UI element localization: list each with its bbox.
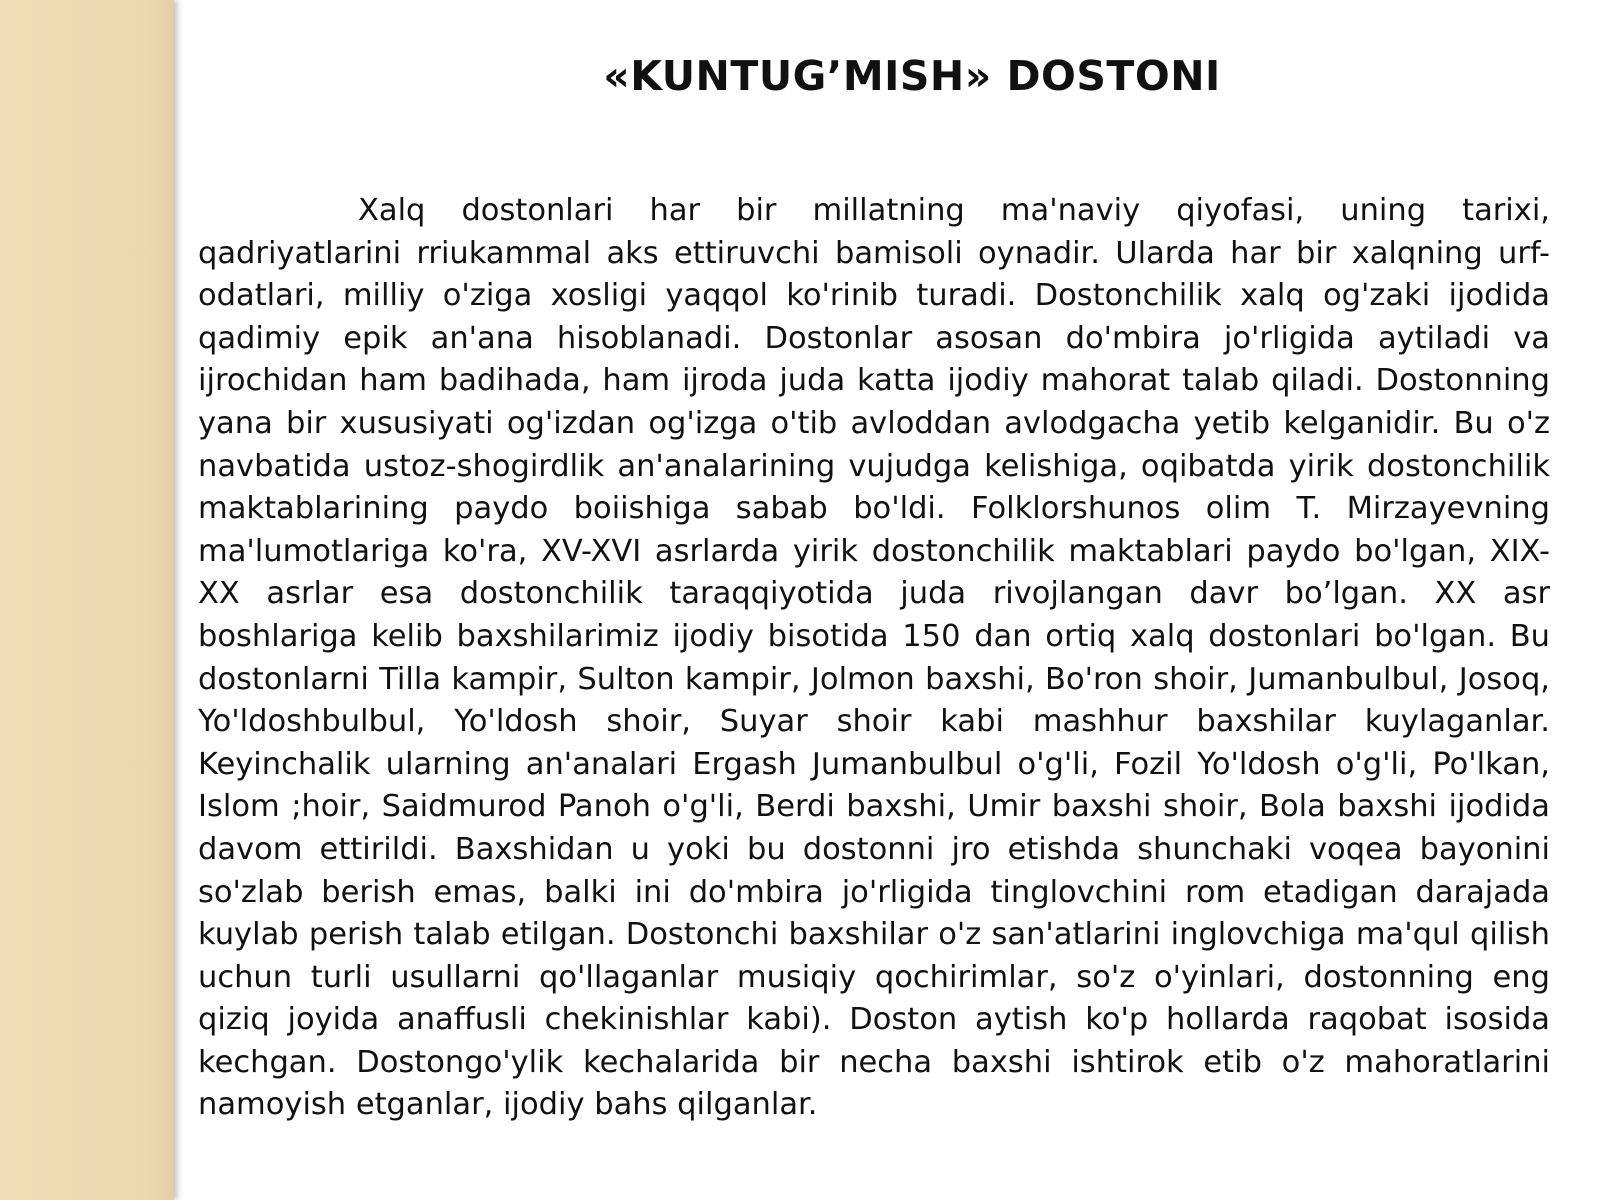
decorative-sidebar xyxy=(0,0,174,1200)
body-paragraph: Xalq dostonlari har bir millatning ma'naviy qiyofasi, uning tarixi, qadriyatlarini rriukammal aks ettiruvchi bamisoli oynadir. Ularda har bir xalqning urf-odatlari, milliy o'ziga xosligi yaqqol ko'rinib turadi. Dostonchilik xalq og'zaki ijodida qadimiy epik an'ana hisoblanadi. Dostonlar asosan do'mbira jo'rligida aytiladi va ijrochidan ham badihada, ham ijroda juda katta ijodiy mahorat talab qiladi. Dostonning yana bir xususiyati og'izdan og'izga o'tib avloddan avlodgacha yetib kelganidir. Bu o'z navbatida ustoz-shogirdlik an'analarining vujudga kelishiga, oqibatda yirik dostonchilik maktablarining paydo boiishiga sabab bo'ldi. Folklorshunos olim T. Mirzayevning ma'lumotlariga ko'ra, XV-XVI asrlarda yirik dostonchilik maktablari paydo bo'lgan, XIX-XX asrlar esa dostonchilik taraqqiyotida juda rivojlangan davr bo’lgan. XX asr boshlariga kelib baxshilarimiz ijodiy bisotida 150 dan ortiq xalq dostonlari bo'lgan. Bu dostonlarni Tilla kampir, Sulton kampir, Jolmon baxshi, Bo'ron shoir, Jumanbulbul, Josoq, Yo'ldoshbulbul, Yo'ldosh shoir, Suyar shoir kabi mashhur baxshilar kuylaganlar. Keyinchalik ularning an'analari Ergash Jumanbulbul o'g'li, Fozil Yo'ldosh o'g'li, Po'lkan, Islom ;hoir, Saidmurod Panoh o'g'li, Berdi baxshi, Umir baxshi shoir, Bola baxshi ijodida davom ettirildi. Baxshidan u yoki bu dostonni jro etishda shunchaki voqea bayonini so'zlab berish emas, balki ini do'mbira jo'rligida tinglovchini rom etadigan darajada kuylab perish talab etilgan. Dostonchi baxshilar o'z san'atlarini inglovchiga ma'qul qilish uchun turli usullarni qo'llaganlar musiqiy qochirimlar, so'z o'yinlari, dostonning eng qiziq joyida anaffusli chekinishlar kabi). Doston aytish ko'p hollarda raqobat isosida kechgan. Dostongo'ylik kechalarida bir necha baxshi ishtirok etib o'z mahoratlarini namoyish etganlar, ijodiy bahs qilganlar. xyxy=(198,193,1550,1123)
page-title: «KUNTUG’MISH» DOSTONI xyxy=(603,52,1221,100)
